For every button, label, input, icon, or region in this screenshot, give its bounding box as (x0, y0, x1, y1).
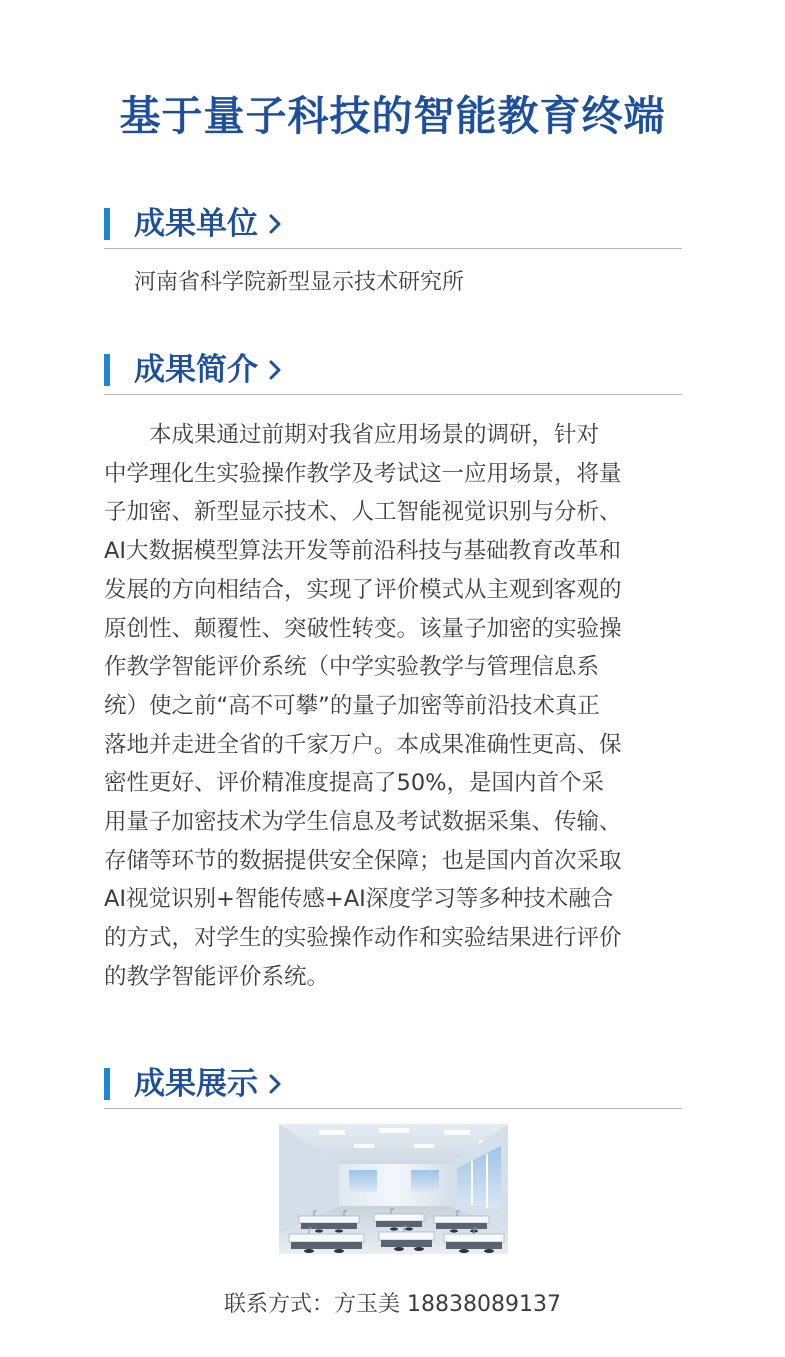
section-label-display: 成果展示 (134, 1066, 258, 1102)
summary-line: AI大数据模型算法开发等前沿科技与基础教育改革和 (104, 538, 622, 565)
section-label-summary: 成果简介 (134, 352, 258, 388)
summary-line: 发展的方向相结合，实现了评价模式从主观到客观的 (104, 576, 622, 603)
chevron-right-icon (262, 1068, 288, 1100)
section-marker-bar (104, 208, 110, 240)
contact-info: 联系方式：方玉美 18838089137 (224, 1292, 561, 1317)
summary-line: 原创性、颠覆性、突破性转变。该量子加密的实验操 (104, 615, 622, 642)
summary-line: 子加密、新型显示技术、人工智能视觉识别与分析、 (104, 499, 622, 526)
section-header-summary (104, 350, 682, 395)
section-marker-bar (104, 354, 110, 386)
summary-line: 密性更好、评价精准度提高了50%，是国内首个采 (104, 770, 605, 797)
summary-line: 的教学智能评价系统。 (104, 963, 330, 990)
unit-name: 河南省科学院新型显示技术研究所 (134, 270, 465, 295)
section-header-unit (104, 204, 682, 249)
summary-line: 的方式，对学生的实验操作动作和实验结果进行评价 (104, 925, 622, 952)
chevron-right-icon (262, 208, 288, 240)
section-label-unit: 成果单位 (134, 206, 258, 242)
summary-line: 存储等环节的数据提供安全保障；也是国内首次采取 (104, 847, 622, 874)
summary-line: 作教学智能评价系统（中学实验教学与管理信息系 (104, 654, 600, 681)
summary-line: AI视觉识别+智能传感+AI深度学习等多种技术融合 (104, 886, 614, 913)
summary-line: 中学理化生实验操作教学及考试这一应用场景，将量 (104, 460, 622, 487)
laboratory-illustration (279, 1124, 508, 1254)
laboratory-photo (279, 1124, 508, 1254)
summary-line: 本成果通过前期对我省应用场景的调研，针对 (104, 422, 600, 448)
page-title: 基于量子科技的智能教育终端 (119, 92, 666, 140)
summary-text (104, 416, 688, 997)
section-header-display (104, 1064, 682, 1109)
summary-line: 落地并走进全省的千家万户。本成果准确性更高、保 (104, 731, 622, 758)
chevron-right-icon (262, 354, 288, 386)
summary-line: 统）使之前“高不可攀”的量子加密等前沿技术真正 (104, 692, 600, 719)
section-marker-bar (104, 1068, 110, 1100)
summary-line: 用量子加密技术为学生信息及考试数据采集、传输、 (104, 809, 622, 836)
